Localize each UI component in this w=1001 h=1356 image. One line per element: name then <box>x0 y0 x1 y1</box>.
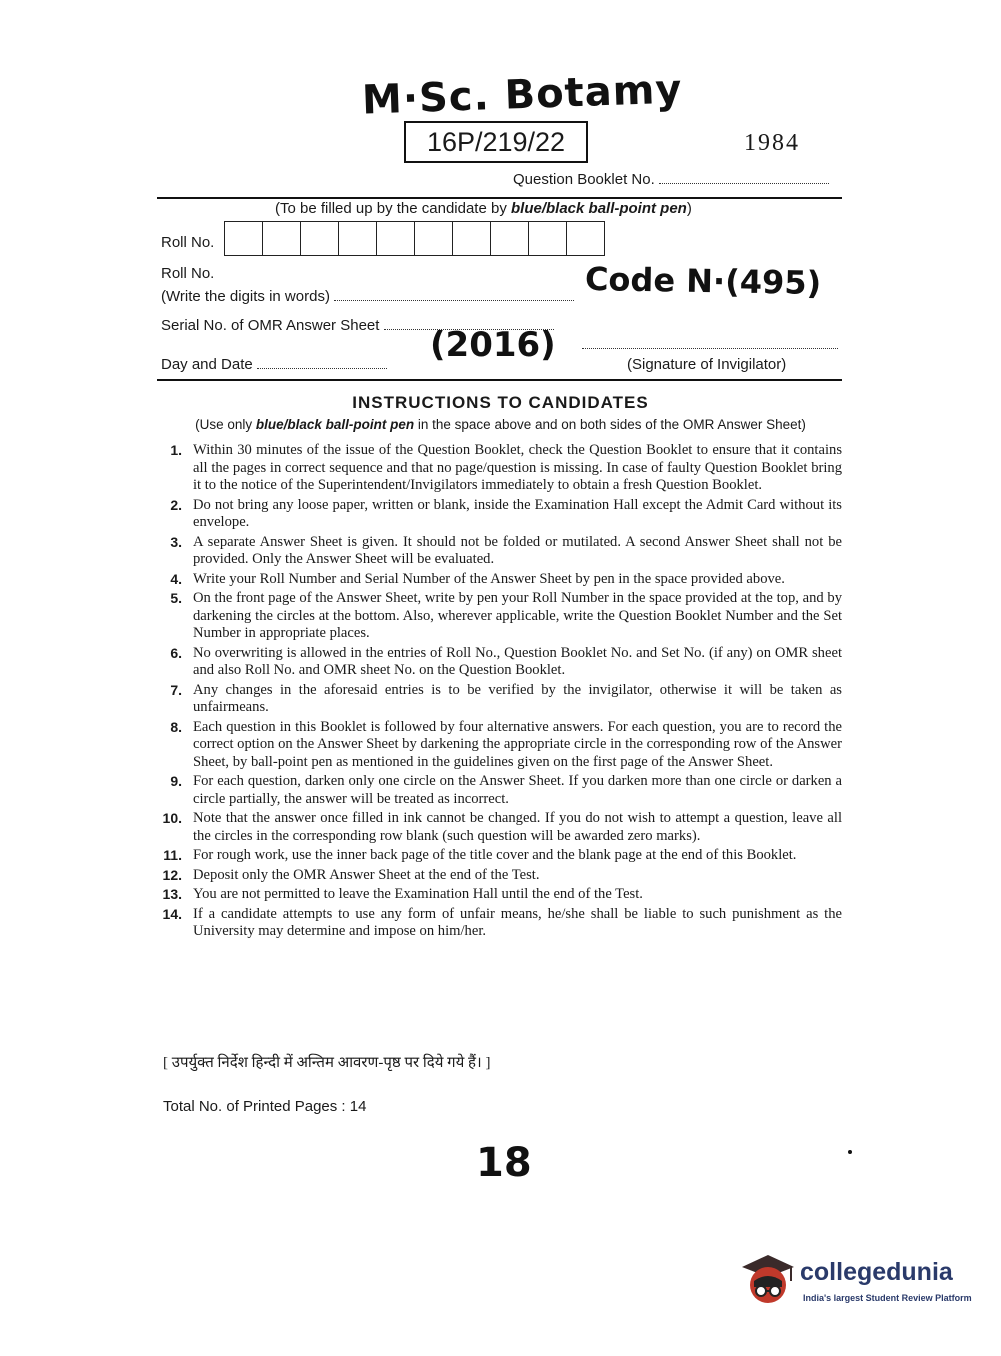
instruction-item: 10. Note that the answer once filled in ink cannot be changed. If you do not wish to attempt a question, leave all the circles in the corresponding row blank (such question will be awarded zero marks). <box>162 810 842 844</box>
roll-digit-box[interactable] <box>452 221 491 256</box>
handwritten-year: (2016) <box>430 325 556 365</box>
omr-serial-field[interactable]: Serial No. of OMR Answer Sheet <box>161 317 554 334</box>
signature-label: (Signature of Invigilator) <box>627 356 787 373</box>
collegedunia-wordmark: collegedunia <box>800 1258 953 1286</box>
top-divider <box>157 197 842 199</box>
instruction-item: 2. Do not bring any loose paper, written or blank, inside the Examination Hall except the Admit Card without its envelope. <box>170 496 842 530</box>
instruction-item: 8. Each question in this Booklet is followed by four alternative answers. For each question, you are to record the correct option on the Answer Sheet by darkening the appropriate circle in the corresponding row of the Answer Sheet, by ball-point pen as mentioned in the guidelines given on the first page of the Answer Sheet. <box>170 718 842 770</box>
fill-instruction: (To be filled up by the candidate by blue/black ball-point pen) <box>275 200 692 217</box>
roll-digit-box[interactable] <box>528 221 567 256</box>
instruction-item: 4. Write your Roll Number and Serial Number of the Answer Sheet by pen in the space provided above. <box>170 570 785 587</box>
roll-digit-box[interactable] <box>300 221 339 256</box>
booklet-no-blank[interactable] <box>659 171 829 184</box>
roll-digit-box[interactable] <box>224 221 263 256</box>
instruction-item: 6. No overwriting is allowed in the entries of Roll No., Question Booklet No. and Set No. (if any) on OMR sheet and also Roll No. and OMR sheet No. on the Question Booklet. <box>170 644 842 678</box>
instruction-item: 9. For each question, darken only one circle on the Answer Sheet. If you darken more than one circle or darken a circle partially, the answer will be treated as incorrect. <box>170 773 842 807</box>
instruction-item: 11. For rough work, use the inner back page of the title cover and the blank page at the end of this Booklet. <box>163 847 797 863</box>
instruction-item: 13. You are not permitted to leave the Examination Hall until the end of the Test. <box>162 886 643 902</box>
roll-no-label: Roll No. <box>161 234 215 251</box>
roll-digit-box[interactable] <box>490 221 529 256</box>
handwritten-code-number: Code N·(495) <box>584 259 822 303</box>
handwritten-course-title: M·Sc. Botamy <box>361 66 684 124</box>
day-date-field[interactable]: Day and Date <box>161 356 387 373</box>
instructions-list <box>160 442 842 943</box>
handwritten-page-number: 18 <box>476 1140 532 1186</box>
instruction-item: 12. Deposit only the OMR Answer Sheet at the end of the Test. <box>162 866 540 883</box>
instruction-item: 3. A separate Answer Sheet is given. It should not be folded or mutilated. A second Answer Sheet shall not be provided. Only the Answer Sheet will be evaluated. <box>170 533 842 567</box>
roll-digit-box[interactable] <box>376 221 415 256</box>
instructions-subheading: (Use only blue/black ball-point pen in the space above and on both sides of the OMR Answer Sheet) <box>195 417 806 432</box>
bottom-divider <box>157 379 842 381</box>
instruction-item: 7. Any changes in the aforesaid entries is to be verified by the invigilator, otherwise it will be taken as unfairmeans. <box>170 681 842 715</box>
instructions-heading: INSTRUCTIONS TO CANDIDATES <box>352 393 649 412</box>
ink-dot <box>848 1150 852 1154</box>
roll-digit-box[interactable] <box>338 221 377 256</box>
roll-no-boxes[interactable] <box>225 221 605 256</box>
question-booklet-no-field[interactable] <box>513 171 829 188</box>
instruction-item: 14. If a candidate attempts to use any form of unfair means, he/she shall be liable to such punishment as the University may determine and impose on him/her. <box>162 905 842 939</box>
roll-no-words-field[interactable]: Roll No. (Write the digits in words) <box>161 262 574 308</box>
paper-code-box: 16P/219/22 <box>404 121 588 163</box>
roll-words-blank[interactable] <box>334 288 574 301</box>
roll-digit-box[interactable] <box>262 221 301 256</box>
roll-digit-box[interactable] <box>566 221 605 256</box>
instruction-item: 1. Within 30 minutes of the issue of the Question Booklet, check the Question Booklet to ensure that it contains all the pages in correct sequence and that no page/question is missing. In case of faulty Question Booklet bring it to the notice of the Superintendent/Invigilators immediately to obtain a fresh Question Booklet. <box>170 442 842 493</box>
booklet-serial-number: 1984 <box>744 130 800 156</box>
instruction-item: 5. On the front page of the Answer Sheet, write by pen your Roll Number in the space provided at the top, and by darkening the circles at the bottom. Also, wherever applicable, write the Question Booklet Number and the Set Number in appropriate places. <box>170 590 842 641</box>
day-date-blank[interactable] <box>257 356 387 369</box>
question-booklet-no-label: Question Booklet No. <box>513 171 655 188</box>
roll-digit-box[interactable] <box>414 221 453 256</box>
signature-blank[interactable] <box>582 340 838 349</box>
collegedunia-tagline: India's largest Student Review Platform <box>803 1293 972 1303</box>
total-printed-pages: Total No. of Printed Pages : 14 <box>163 1098 367 1115</box>
hindi-note: [ उपर्युक्त निर्देश हिन्दी में अन्तिम आवरण-पृष्ठ पर दिये गये हैं। ] <box>163 1055 491 1071</box>
